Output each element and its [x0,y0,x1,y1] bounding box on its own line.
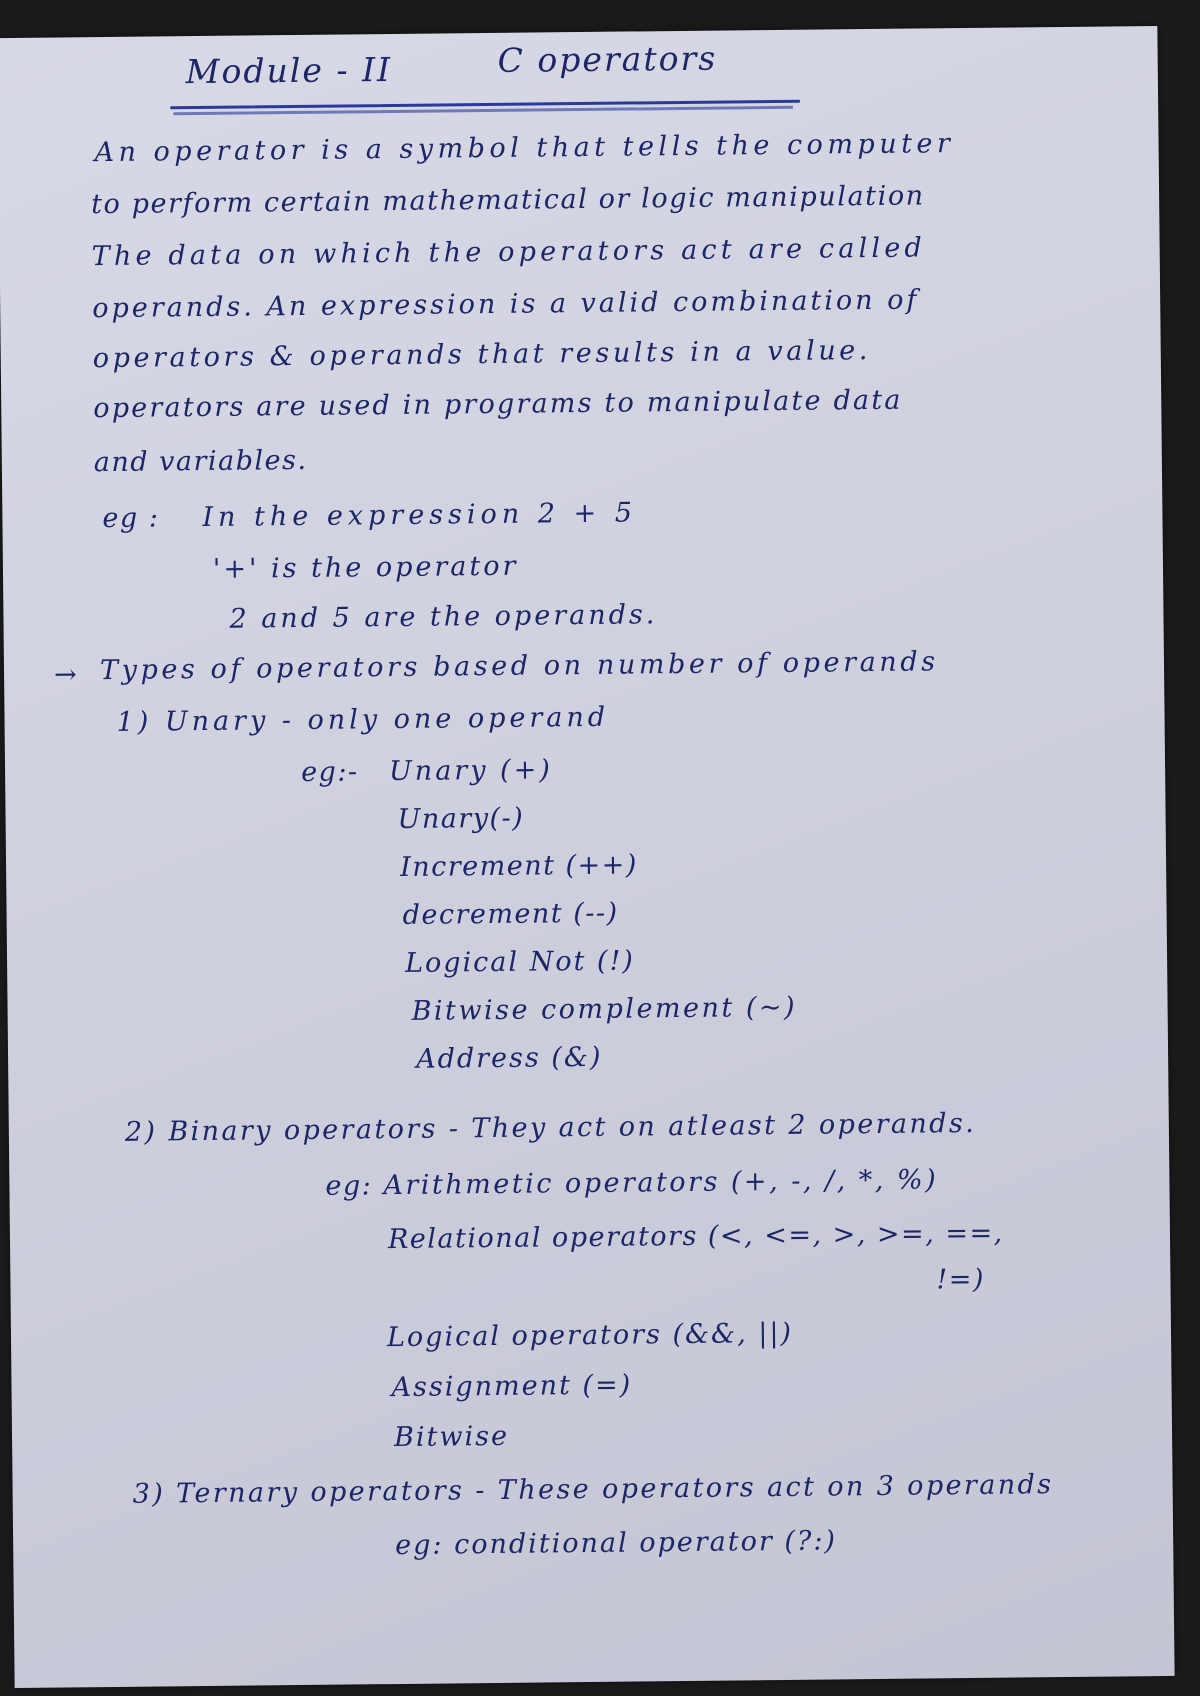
example-label: eg : [102,502,160,535]
unary-item: Bitwise complement (~) [411,991,798,1027]
ternary-heading: 3) Ternary operators - These operators act on 3 operands [132,1469,1054,1510]
intro-line-6: operators are used in programs to manipulate data [93,384,903,425]
notebook-page [0,26,1175,1688]
unary-item: Logical Not (!) [404,945,636,979]
unary-item: Unary(-) [397,802,525,835]
binary-item: Logical operators (&&, ||) [386,1317,794,1354]
binary-item: Bitwise [393,1420,510,1454]
example-line-2: '+' is the operator [212,550,519,585]
binary-item: Arithmetic operators (+, -, /, *, %) [383,1164,939,1202]
binary-item: !=) [936,1263,986,1296]
intro-line-7: and variables. [93,444,308,479]
binary-heading: 2) Binary operators - They act on atleast 2 operands. [124,1107,977,1148]
unary-item: Increment (++) [399,849,639,883]
ternary-example: eg: conditional operator (?:) [395,1525,838,1562]
example-line-3: 2 and 5 are the operands. [229,599,658,635]
intro-line-4: operands. An expression is a valid combination of [92,284,920,325]
module-title: Module - II [185,49,393,92]
intro-line-5: operators & operands that results in a value. [92,334,872,375]
unary-eg-label: eg:- [300,756,359,788]
unary-item: Address (&) [415,1041,603,1075]
binary-item: Assignment (=) [391,1369,633,1404]
unary-item: decrement (--) [402,897,619,931]
binary-item: Relational operators (<, <=, >, >=, ==, [387,1217,1004,1256]
unary-heading: 1) Unary - only one operand [116,701,610,738]
arrow-right-icon: → [53,659,79,691]
types-heading: Types of operators based on number of operands [99,646,939,687]
intro-line-3: The data on which the operators act are called [91,232,927,273]
unary-item: Unary (+) [388,754,553,788]
intro-line-2: to perform certain mathematical or logic manipulation [90,180,925,221]
example-line-1: In the expression 2 + 5 [202,497,638,533]
binary-eg-label: eg: [325,1170,373,1202]
intro-line-1: An operator is a symbol that tells the computer [94,128,955,169]
topic-title: C operators [497,38,718,80]
